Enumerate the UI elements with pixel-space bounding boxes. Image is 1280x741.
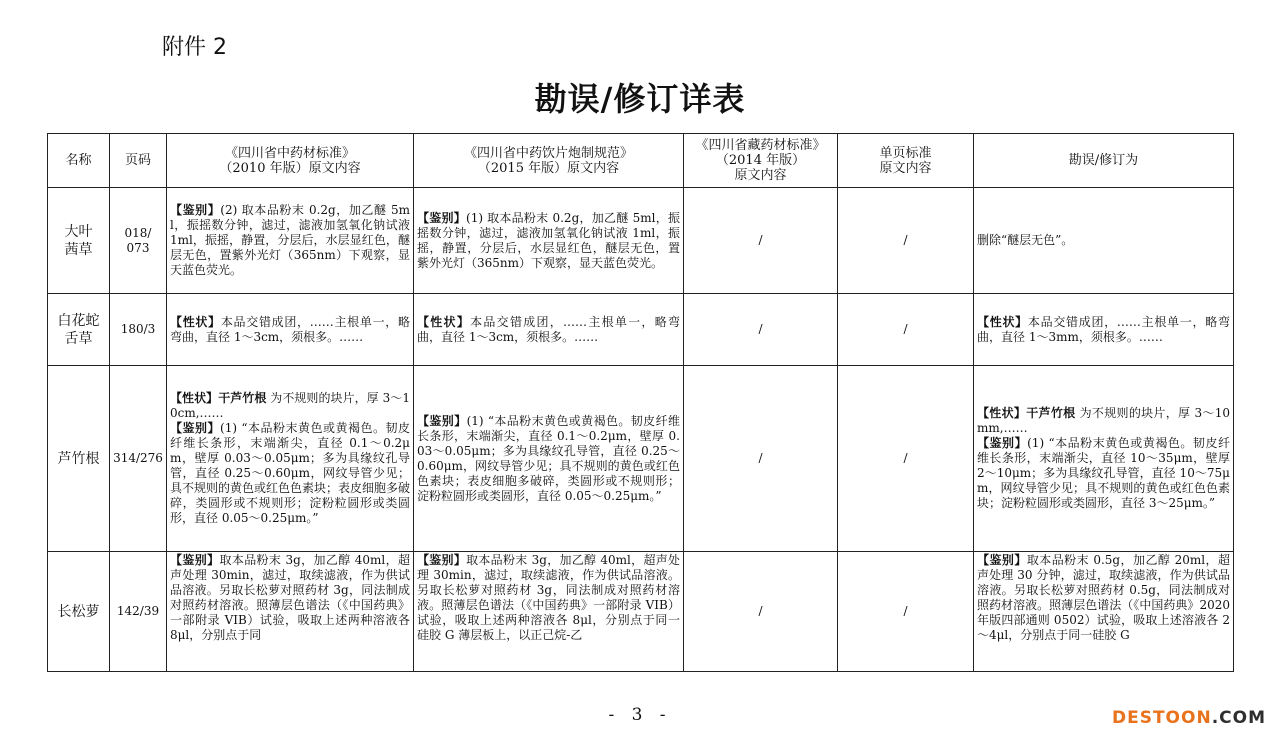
row-fix-content [974, 188, 1234, 294]
row-single-content: / [838, 366, 974, 552]
header-2014-line1: 《四川省藏药材标准》（2014 年版） [695, 138, 826, 168]
header-single-line2: 原文内容 [879, 160, 932, 176]
content-text: 取本品粉末 3g，加乙醇 40ml，超声处理 30min，滤过，取续滤液，作为供试品溶液。另取长松萝对照药材 3g，同法制成对照药材溶液。照薄层色谱法（《中国药典》一部附录 VIB）试验，吸取上述两种溶液各 8μl，分别点于同一硅胶 G 薄层板上，以正己烷-乙 [417, 553, 680, 642]
content-text: (2) 取本品粉末 0.2g，加乙醚 5ml，振摇数分钟，滤过，滤液加氢氧化钠试液 1ml，振摇，静置，分层后，水层显红色，醚层无色，置紫外光灯（365nm）下观察，显天蓝色荧光。 [170, 203, 410, 277]
content-text: 取本品粉末 0.5g，加乙醇 20ml，超声处理 30 分钟，滤过，取续滤液，作为供试品溶液。另取长松萝对照药材 0.5g，同法制成对照药材溶液。照薄层色谱法（《中国药典》2020 年版四部通则 0502）试验，吸取上述溶液各 2～4μl，分别点于同一硅胶 G [977, 553, 1230, 642]
header-name: 名称 [48, 134, 110, 188]
header-single-line1: 单页标准 [879, 145, 932, 161]
row-2014-content: / [684, 188, 838, 294]
section-tag: 【鉴别】 [170, 553, 220, 567]
watermark-brand: DESTOON [1111, 708, 1212, 728]
content-text: 取本品粉末 3g，加乙醇 40ml，超声处理 30min，滤过，取续滤液，作为供试品溶液。另取长松萝对照药材 3g，同法制成对照药材溶液。照薄层色谱法（《中国药典》一部附录 VIB）试验，吸取上述两种溶液各 8μl，分别点于同 [170, 553, 410, 642]
row-page: 314/276 [110, 366, 167, 552]
content-text: 本品交错成团，……主根单一，略弯曲，直径 1～3mm，须根多。…… [977, 314, 1230, 344]
header-single [838, 134, 974, 188]
content-text: 为不规则的块片，厚 3～10cm,…… [170, 391, 410, 420]
section-tag: 【性状】 [170, 391, 219, 405]
row-single-content: / [838, 552, 974, 672]
row-2015-content [414, 552, 684, 672]
page-number: - 3 - [608, 705, 672, 725]
row-2010-content [167, 552, 414, 672]
page-title: 勘误/修订详表 [534, 80, 746, 118]
section-tag: 【鉴别】 [170, 421, 221, 435]
row-2015-content [414, 188, 684, 294]
section-tag: 【鉴别】 [977, 553, 1027, 567]
header-2014-line2: 原文内容 [734, 168, 787, 183]
section-tag: 【鉴别】 [417, 413, 467, 428]
section-tag: 【鉴别】 [977, 436, 1028, 450]
header-2015 [414, 134, 684, 188]
header-2010-line2: （2010 年版）原文内容 [219, 160, 361, 176]
row-name [48, 188, 110, 294]
section-tag: 【鉴别】 [417, 210, 467, 225]
row-2010-content [167, 188, 414, 294]
row-fix-content [974, 294, 1234, 366]
row-fix-content [974, 366, 1234, 552]
row-name-line1: 大叶 [64, 223, 93, 240]
herb-name: 干芦竹根 [1026, 406, 1076, 420]
row-2010-content [167, 366, 414, 552]
content-text: 删除“醚层无色”。 [977, 233, 1074, 247]
content-text: (1) “本品粉末黄色或黄褐色。韧皮纤维长条形，末端渐尖，直径 10～35μm，壁厚 2～10μm；多为具缘纹孔导管，直径 10～75μm，网纹导管少见；具不规则的黄色或红色色素块；淀粉粒圆形或类圆形，直径 3～25μm。” [977, 436, 1230, 510]
section-tag: 【鉴别】 [417, 553, 467, 567]
section-tag: 【性状】 [977, 406, 1027, 420]
row-name-line2: 舌草 [64, 330, 93, 347]
row-page-line1: 018/ [124, 225, 152, 240]
header-2015-line2: （2015 年版）原文内容 [477, 160, 620, 176]
row-fix-content [974, 552, 1234, 672]
row-2014-content: / [684, 552, 838, 672]
header-2010 [167, 134, 414, 188]
section-tag: 【性状】 [417, 314, 471, 329]
header-fix: 勘误/修订为 [974, 134, 1234, 188]
section-tag: 【性状】 [170, 314, 221, 329]
header-2010-line1: 《四川省中药材标准》 [224, 145, 355, 161]
content-text: 本品交错成团，……主根单一，略弯曲，直径 1～3cm，须根多。…… [170, 314, 410, 344]
content-text: 本品交错成团，……主根单一，略弯曲，直径 1～3cm，须根多。…… [417, 314, 680, 344]
row-page [110, 188, 167, 294]
row-2010-content [167, 294, 414, 366]
table-header-row [48, 134, 1234, 188]
header-page: 页码 [110, 134, 167, 188]
row-page: 180/3 [110, 294, 167, 366]
header-2014 [684, 134, 838, 188]
content-text: (1) “本品粉末黄色或黄褐色。韧皮纤维长条形，末端渐尖，直径 0.1～0.2μm，壁厚 0.03～0.05μm；多为具缘纹孔导管，直径 0.25～0.60μm，网纹导管少见；具不规则的黄色或红色色素块；表皮细胞多破碎，类圆形或不规则形；淀粉粒圆形或类圆形，直径 0.05～0.25μm。” [170, 421, 410, 525]
row-page: 142/39 [110, 552, 167, 672]
row-2015-content [414, 294, 684, 366]
content-text: (1) “本品粉末黄色或黄褐色。韧皮纤维长条形，末端渐尖，直径 0.1～0.2μm，壁厚 0.03～0.05μm；多为具缘纹孔导管，直径 0.25～0.60μm，网纹导管少见；具不规则的黄色或红色色素块；表皮细胞多破碎，类圆形或不规则形；淀粉粒圆形或类圆形，直径 0.05～0.25μm。” [417, 413, 680, 503]
row-name [48, 294, 110, 366]
content-text: 为不规则的块片，厚 3～10mm,…… [977, 406, 1230, 435]
header-2015-line1: 《四川省中药饮片炮制规范》 [463, 145, 633, 161]
section-tag: 【性状】 [977, 314, 1028, 329]
row-name-line2: 茜草 [64, 241, 93, 258]
content-text: (1) 取本品粉末 0.2g，加乙醚 5ml，振摇数分钟，滤过，滤液加氢氧化钠试液 1ml，振摇，静置，分层后，水层显红色，醚层无色，置紫外光灯（365nm）下观察，显天蓝色荧光。 [417, 210, 680, 270]
errata-table [47, 133, 1234, 672]
row-single-content: / [838, 294, 974, 366]
watermark-suffix: .COM [1211, 708, 1266, 728]
table-row [48, 552, 1234, 672]
row-page-line2: 073 [126, 240, 150, 255]
row-name-line1: 白花蛇 [57, 312, 100, 329]
table-row [48, 294, 1234, 366]
watermark [1112, 708, 1266, 728]
row-name: 长松萝 [48, 552, 110, 672]
herb-name: 干芦竹根 [218, 391, 267, 405]
row-name: 芦竹根 [48, 366, 110, 552]
row-2015-content [414, 366, 684, 552]
row-2014-content: / [684, 366, 838, 552]
table-row [48, 188, 1234, 294]
section-tag: 【鉴别】 [170, 203, 221, 217]
row-2014-content: / [684, 294, 838, 366]
table-row [48, 366, 1234, 552]
row-single-content: / [838, 188, 974, 294]
attachment-label: 附件 2 [162, 35, 227, 60]
